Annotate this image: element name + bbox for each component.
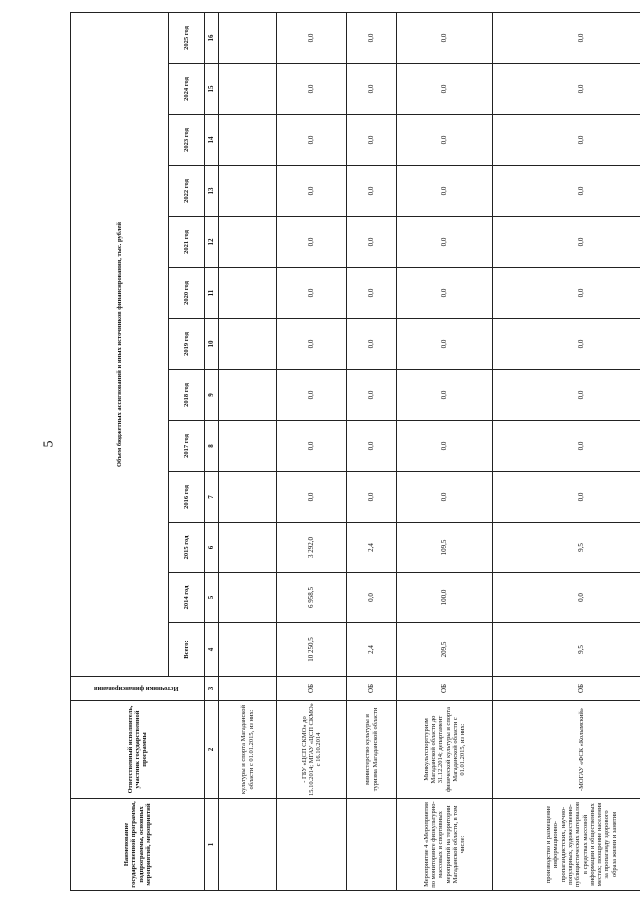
row-total-cell: 2,4: [347, 623, 397, 677]
row-year-value-cell: 0,0: [493, 166, 640, 217]
row-year-value-cell: 0,0: [493, 115, 640, 166]
row-total-cell: 209,5: [397, 623, 493, 677]
column-number: 2: [205, 701, 219, 799]
row-year-value-cell: 0,0: [397, 370, 493, 421]
row-year-value-cell: 0,0: [493, 370, 640, 421]
row-source-cell: ОБ: [277, 677, 347, 701]
row-year-value-cell: 0,0: [397, 268, 493, 319]
row-year-value-cell: 0,0: [347, 268, 397, 319]
row-year-value-cell: 0,0: [277, 115, 347, 166]
row-year-value-cell: [219, 472, 277, 523]
row-year-value-cell: 0,0: [277, 319, 347, 370]
column-number: 13: [205, 166, 219, 217]
financing-table: [70, 12, 640, 891]
row-year-value-cell: 3 292,0: [277, 523, 347, 573]
column-number: 14: [205, 115, 219, 166]
row-year-value-cell: 0,0: [277, 166, 347, 217]
header-year: 2019 год: [169, 319, 205, 370]
column-number: 10: [205, 319, 219, 370]
header-year: 2014 год: [169, 573, 205, 623]
row-source-cell: ОБ: [397, 677, 493, 701]
row-year-value-cell: [219, 64, 277, 115]
row-year-value-cell: 6 958,5: [277, 573, 347, 623]
row-year-value-cell: [219, 166, 277, 217]
row-year-value-cell: 0,0: [493, 217, 640, 268]
table-row: [397, 13, 493, 891]
header-name: Наименование государственной программы, подпрограммы, основных мероприятий, мероприятий: [71, 799, 205, 891]
row-total-cell: 9,5: [493, 623, 640, 677]
column-number: 8: [205, 421, 219, 472]
row-year-value-cell: 0,0: [397, 319, 493, 370]
row-year-value-cell: 0,0: [397, 217, 493, 268]
row-year-value-cell: [219, 319, 277, 370]
row-year-value-cell: 2,4: [347, 523, 397, 573]
table-row: [347, 13, 397, 891]
header-year: 2022 год: [169, 166, 205, 217]
row-year-value-cell: [219, 370, 277, 421]
header-source-label: Источники финансирования: [94, 685, 179, 693]
row-year-value-cell: 0,0: [493, 13, 640, 64]
header-year: 2017 год: [169, 421, 205, 472]
row-year-value-cell: [219, 523, 277, 573]
row-source-cell: ОБ: [493, 677, 640, 701]
row-year-value-cell: 0,0: [347, 13, 397, 64]
column-number: 16: [205, 13, 219, 64]
row-responsible-cell: культуры и спорта Магаданской области с 01.01.2015, из них:: [219, 701, 277, 799]
row-year-value-cell: 0,0: [347, 166, 397, 217]
table-row: [493, 13, 640, 891]
header-year: 2020 год: [169, 268, 205, 319]
row-year-value-cell: 0,0: [347, 573, 397, 623]
table-body: [219, 13, 640, 891]
header-source: [71, 677, 205, 701]
column-number: 9: [205, 370, 219, 421]
row-responsible-cell: -МОГАУ «ФСК «Колымский»: [493, 701, 640, 799]
row-total-cell: [219, 623, 277, 677]
row-year-value-cell: 109,5: [397, 523, 493, 573]
column-number: 6: [205, 523, 219, 573]
row-year-value-cell: 0,0: [277, 64, 347, 115]
row-year-value-cell: [219, 217, 277, 268]
header-year: 2023 год: [169, 115, 205, 166]
financing-table-sheet: [70, 13, 616, 891]
header-responsible: Ответственный исполнитель, участник государственной программы: [71, 701, 205, 799]
header-year: 2016 год: [169, 472, 205, 523]
table-row: [277, 13, 347, 891]
column-number: 1: [205, 799, 219, 891]
row-year-value-cell: 0,0: [347, 472, 397, 523]
row-year-value-cell: [219, 421, 277, 472]
row-year-value-cell: 0,0: [397, 13, 493, 64]
row-year-value-cell: 0,0: [397, 64, 493, 115]
row-year-value-cell: 0,0: [397, 115, 493, 166]
row-name-cell: производство и размещение информационно-пропагандистских, научно-популярных, художественно-публицистических материалов в средствах массовой информации и общественных местах; поощрение населения за пропаганду здорового образа жизни и занятия: [493, 799, 640, 891]
row-year-value-cell: 0,0: [277, 13, 347, 64]
row-year-value-cell: 0,0: [397, 166, 493, 217]
row-year-value-cell: 0,0: [493, 573, 640, 623]
row-year-value-cell: 0,0: [397, 472, 493, 523]
column-number: 4: [205, 623, 219, 677]
header-total: Всего:: [169, 623, 205, 677]
header-volume: Объем бюджетных ассигнований и иных источников финансирования, тыс. рублей: [71, 13, 169, 677]
table-row: [219, 13, 277, 891]
row-year-value-cell: 0,0: [493, 64, 640, 115]
header-year: 2018 год: [169, 370, 205, 421]
row-responsible-cell: - ГБУ «ЦСП СКМО» до 15.10.2014; МГАУ «ЦСП СКМО» с 16.10.2014: [277, 701, 347, 799]
row-name-cell: [347, 799, 397, 891]
row-year-value-cell: 0,0: [277, 268, 347, 319]
column-number-row: [205, 13, 219, 891]
row-year-value-cell: 0,0: [397, 421, 493, 472]
row-name-cell: [277, 799, 347, 891]
row-year-value-cell: [219, 268, 277, 319]
row-year-value-cell: [219, 115, 277, 166]
row-responsible-cell: Минкультспорттуризм Магаданской области до 31.12.2014; департамент физической культуры и спорта Магаданской области с 01.01.2015, из них:: [397, 701, 493, 799]
header-year: 2025 год: [169, 13, 205, 64]
row-year-value-cell: 0,0: [347, 370, 397, 421]
row-source-cell: ОБ: [347, 677, 397, 701]
header-year: 2015 год: [169, 523, 205, 573]
header-year: 2024 год: [169, 64, 205, 115]
header-year: 2021 год: [169, 217, 205, 268]
row-year-value-cell: 0,0: [347, 217, 397, 268]
row-year-value-cell: 0,0: [493, 319, 640, 370]
row-name-cell: Мероприятие 4 «Мероприятия по мониторинге физкультурно-массовых и спортивных мероприятий на территории Магаданской области, в том числе:: [397, 799, 493, 891]
row-year-value-cell: 0,0: [277, 421, 347, 472]
page-number: 5: [41, 440, 57, 448]
row-year-value-cell: 0,0: [277, 217, 347, 268]
row-year-value-cell: 100,0: [397, 573, 493, 623]
row-year-value-cell: 0,0: [347, 115, 397, 166]
row-year-value-cell: 0,0: [493, 421, 640, 472]
column-number: 3: [205, 677, 219, 701]
row-year-value-cell: 0,0: [493, 472, 640, 523]
row-year-value-cell: 0,0: [277, 472, 347, 523]
column-number: 5: [205, 573, 219, 623]
row-year-value-cell: 9,5: [493, 523, 640, 573]
row-year-value-cell: [219, 13, 277, 64]
row-year-value-cell: [219, 573, 277, 623]
row-name-cell: [219, 799, 277, 891]
row-total-cell: 10 250,5: [277, 623, 347, 677]
row-year-value-cell: 0,0: [493, 268, 640, 319]
row-year-value-cell: 0,0: [277, 370, 347, 421]
row-year-value-cell: 0,0: [347, 319, 397, 370]
column-number: 7: [205, 472, 219, 523]
row-source-cell: [219, 677, 277, 701]
row-year-value-cell: 0,0: [347, 421, 397, 472]
column-number: 15: [205, 64, 219, 115]
row-year-value-cell: 0,0: [347, 64, 397, 115]
column-number: 11: [205, 268, 219, 319]
row-responsible-cell: министерство культуры и туризма Магаданской области: [347, 701, 397, 799]
column-number: 12: [205, 217, 219, 268]
